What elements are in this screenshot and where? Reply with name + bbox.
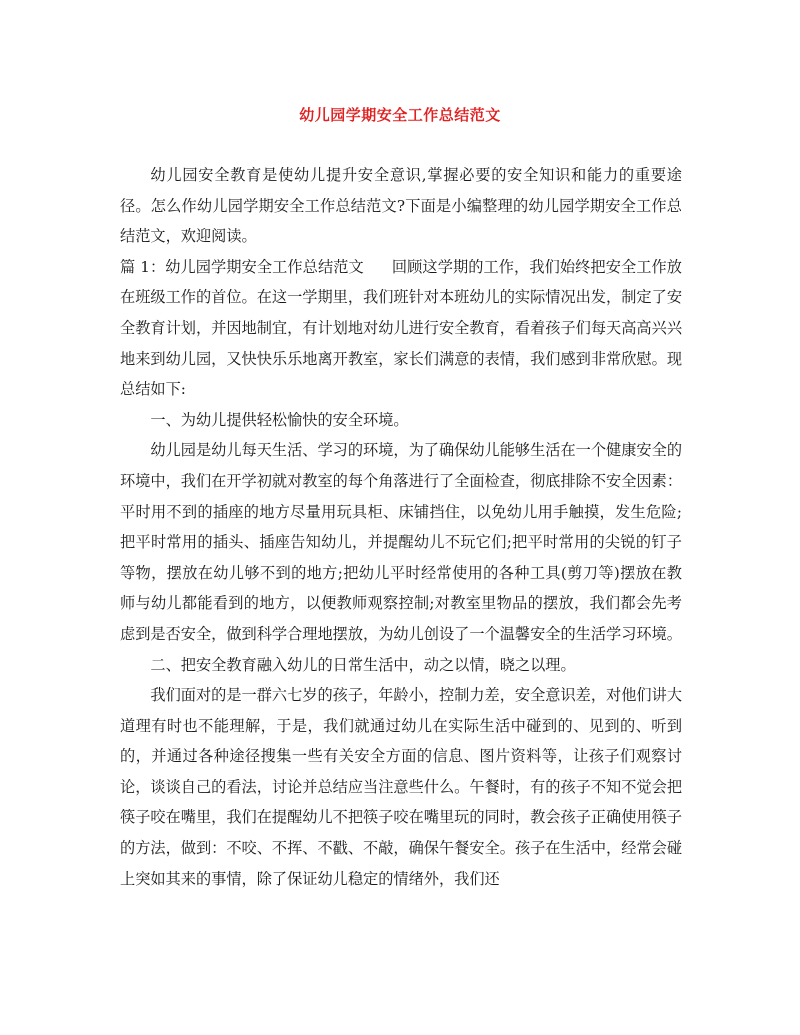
chapter-paragraph (120, 252, 682, 405)
section2-heading: 二、把安全教育融入幼儿的日常生活中，动之以情，晓之以理。 (150, 655, 576, 674)
section1-heading: 一、为幼儿提供轻松愉快的安全环境。 (150, 410, 409, 429)
intro-paragraph: 幼儿园安全教育是使幼儿提升安全意识,掌握必要的安全知识和能力的重要途径。怎么作幼儿园学期安全工作总结范文?下面是小编整理的幼儿园学期安全工作总结范文，欢迎阅读。 (120, 166, 682, 246)
chapter-text: 回顾这学期的工作，我们始终把安全工作放在班级工作的首位。在这一学期里，我们班针对本班幼儿的实际情况出发，制定了安全教育计划，并因地制宜，有计划地对幼儿进行安全教育，看着孩子们每天高高兴兴地来到幼儿园，又快快乐乐地离开教室，家长们满意的表情，我们感到非常欣慰。现总结如下: (120, 257, 682, 399)
section1-paragraph: 幼儿园是幼儿每天生活、学习的环境，为了确保幼儿能够生活在一个健康安全的环境中，我们在开学初就对教室的每个角落进行了全面检查，彻底排除不安全因素：平时用不到的插座的地方尽量用玩具柜、床铺挡住，以免幼儿用手触摸，发生危险;把平时常用的插头、插座告知幼儿，并提醒幼儿不玩它们;把平时常用的尖锐的钉子等物，摆放在幼儿够不到的地方;把幼儿平时经常使用的各种工具(剪刀等)摆放在教师与幼儿都能看到的地方，以便教师观察控制;对教室里物品的摆放，我们都会先考虑到是否安全，做到科学合理地摆放，为幼儿创设了一个温馨安全的生活学习环境。 (120, 441, 682, 643)
section2-paragraph: 我们面对的是一群六七岁的孩子，年龄小，控制力差，安全意识差，对他们讲大道理有时也不能理解，于是，我们就通过幼儿在实际生活中碰到的、见到的、听到的，并通过各种途径搜集一些有关安全方面的信息、图片资料等，让孩子们观察讨论，谈谈自己的看法，讨论并总结应当注意些什么。午餐时，有的孩子不知不觉会把筷子咬在嘴里，我们在提醒幼儿不把筷子咬在嘴里玩的同时，教会孩子正确使用筷子的方法，做到：不咬、不挥、不戳、不敲，确保午餐安全。孩子在生活中，经常会碰上突如其来的事情，除了保证幼儿稳定的情绪外，我们还 (120, 686, 682, 888)
chapter-label: 篇 1：幼儿园学期安全工作总结范文 (120, 257, 364, 276)
document-body (120, 160, 682, 894)
document-title: 幼儿园学期安全工作总结范文 (299, 106, 501, 124)
